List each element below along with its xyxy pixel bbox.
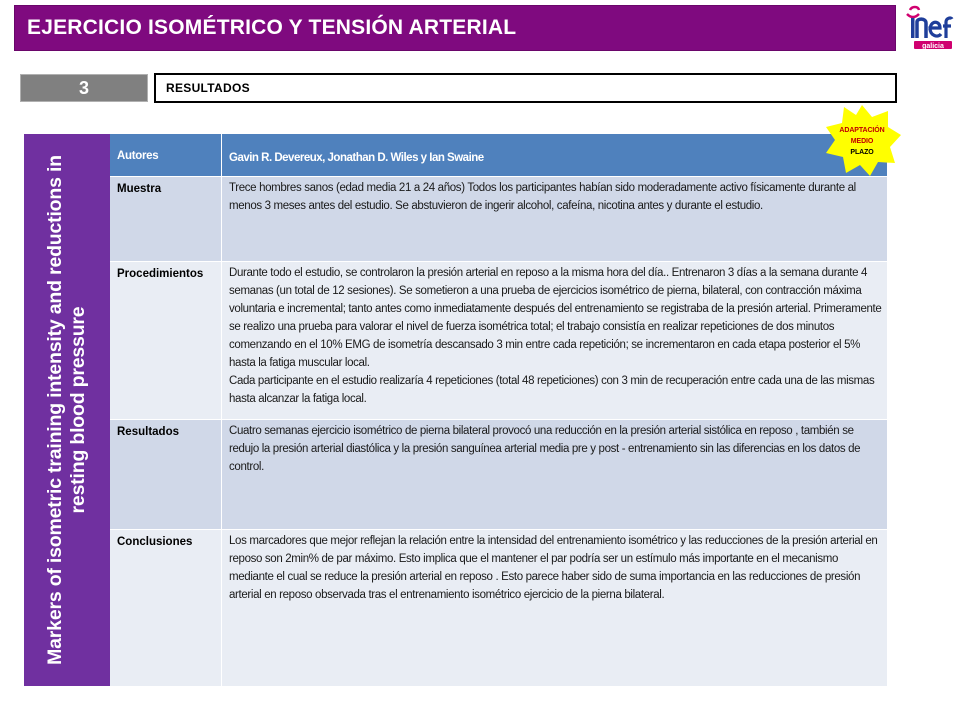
inef-logo <box>902 4 954 52</box>
table-header-row <box>110 134 887 176</box>
svg-text:galicia: galicia <box>922 42 944 50</box>
side-title-panel <box>24 134 110 686</box>
badge-text <box>822 125 902 158</box>
row-value: Cuatro semanas ejercicio isométrico de pierna bilateral provocó una reducción en la presión arterial sistólica en reposo , también se redujo la presión arterial diastólica y la presión sanguínea arterial media pre y post - entrenamiento sin las diferencias en los datos de control. <box>229 425 861 473</box>
row-value: Trece hombres sanos (edad media 21 a 24 años) Todos los participantes habían sido moderadamente activo físicamente durante al menos 3 meses antes del estudio. Se abstuvieron de ingerir alcohol, cafeína, nicotina antes y durante el estudio. <box>229 182 856 212</box>
row-label: Muestra <box>110 177 222 261</box>
inef-logo-icon <box>902 4 954 52</box>
study-table <box>110 134 887 686</box>
title-bar <box>14 5 896 51</box>
page-title: EJERCICIO ISOMÉTRICO Y TENSIÓN ARTERIAL <box>27 16 517 39</box>
badge-line-3: PLAZO <box>850 149 874 156</box>
section-number: 3 <box>20 74 148 102</box>
row-label: Conclusiones <box>110 530 222 686</box>
authors-value: Gavin R. Devereux, Jonathan D. Wiles y Ian Swaine <box>229 152 484 164</box>
authors-label: Autores <box>110 134 222 176</box>
row-label: Procedimientos <box>110 262 222 419</box>
row-value: Los marcadores que mejor reflejan la relación entre la intensidad del entrenamiento isométrico y las reducciones de la presión arterial en reposo son 2min% de par máximo. Esto implica que el mantener el par podría ser un estímulo más importante en el mecanismo mediante el cual se reduce la presión arterial en reposo . Esto parece haber sido de suma importancia en las reducciones de presión arterial en reposo observada tras el entrenamiento isométrico ejercicio de la pierna bilateral. <box>229 535 878 601</box>
row-value-paragraph-1: Durante todo el estudio, se controlaron la presión arterial en reposo a la misma hora del día.. Entrenaron 3 días a la semana durante 4 semanas (un total de 12 sesiones). Se sometieron a una prueba de ejercicios isométrico de pierna, bilateral, con contracción máxima voluntaria e incremental; tanto antes como inmediatamente después del entrenamiento se registraba de la presión arterial. Primeramente se realizo una prueba para valorar el nivel de fuerza isométrica total; el trabajo consistía en realizar repeticiones de dos minutos comenzando en el 10% EMG de isometría descansado 3 min entre cada repetición; se incrementaron en cada etapa posterior el 5% hasta la fatiga muscular local. <box>229 267 882 369</box>
side-title-text: Markers of isometric training intensity and reductions in resting blood pressure <box>44 155 89 665</box>
adaptation-badge <box>822 103 902 178</box>
row-label: Resultados <box>110 420 222 529</box>
badge-line-2: MEDIO <box>850 138 874 145</box>
table-row-conclusiones <box>110 529 887 686</box>
section-label: RESULTADOS <box>154 73 897 103</box>
badge-line-1: ADAPTACIÓN <box>839 127 885 134</box>
table-row-muestra <box>110 176 887 261</box>
table-row-resultados <box>110 419 887 529</box>
row-value-paragraph-2: Cada participante en el estudio realizaría 4 repeticiones (total 48 repeticiones) con 3 min de recuperación entre cada una de las mismas hasta alcanzar la fatiga local. <box>229 375 875 405</box>
row-value <box>222 262 887 419</box>
table-row-procedimientos <box>110 261 887 419</box>
